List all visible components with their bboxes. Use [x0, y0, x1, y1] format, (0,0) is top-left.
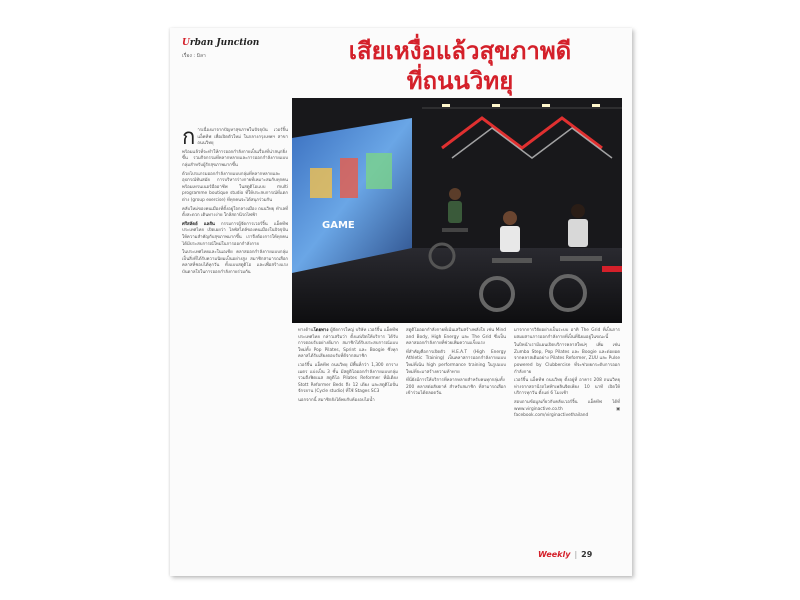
- paragraph: มาจากการวิจัยอย่างเป็นระบบ อาทิ The Grid ที่เป็นการผสมผสานการออกกำลังกายที่เป็นที่นิยมอยู่ในขณะนี้: [514, 328, 620, 340]
- spin-class-illustration: [292, 98, 622, 323]
- paragraph: ด้วยโปรแกรมออกกำลังกายแบบกลุ่มที่หลากหลายและอุปกรณ์ทันสมัย การบริหารร่างกายที่เหมาะสมกับทุกคน พร้อมเทรนเนอร์มืออาชีพ ในสตูดิโอแบบ multi programme boutique studio ที่ให้ประสบการณ์ที่แตกต่าง (group exercise) ที่ทุกคนจะได้สนุกร่วมกัน: [182, 171, 288, 203]
- paragraph: ในปีหน้าเรามีแผนเปิดบริการคลาสใหม่ๆ เพิ่ม เช่น Zumba Step, Pop Pilates และ Boogie และต่อยอดจากคลาสเดิมอย่าง Pilates Reformer, ZUU และ Pulse powered by Clubbercise ที่จะช่วยยกระดับการออกกำลังกาย: [514, 343, 620, 375]
- gym-photo: [292, 98, 622, 323]
- paragraph: [298, 328, 398, 361]
- headline-line-2: ที่ถนนวิทยุ: [406, 67, 514, 95]
- article-column-3: [406, 328, 506, 548]
- screen-game-text: GAME: [322, 220, 355, 231]
- paragraph: เวอร์จิ้น แอ็คทีฟ ถนนวิทยุ ตั้งอยู่ที่ อาคาร 208 ถนนวิทยุ ห่างจากสถานีรถไฟฟ้าเพลินจิตเพียง 10 นาที เปิดให้บริการทุกวัน ตั้งแต่ 6 โมงเช้า: [514, 378, 620, 397]
- paragraph-text: ผู้จัดการใหญ่ บริษัท เวอร์จิ้น แอ็คทีฟ ประเทศไทย กล่าวเสริมว่า ตั้งแต่เปิดให้บริการ ได้รับการตอบรับอย่างดีมาก สมาชิกได้รับประสบการณ์แบบใหม่ทั้ง Pop Pilates, Sprint และ Boogie ซึ่งทุกคลาสได้รับเสียงตอบรับที่ดีจากสมาชิก: [298, 328, 398, 360]
- paragraph: [514, 400, 620, 420]
- magazine-page: [170, 28, 632, 576]
- paragraph: [182, 125, 288, 150]
- page-footer: [538, 550, 592, 559]
- paragraph-lead: ทางด้าน: [298, 328, 314, 333]
- paragraph: ในประเทศไทยและในเอเชีย คลาสออกกำลังกายแบบกลุ่มเป็นสิ่งที่ได้รับความนิยมเป็นอย่างสูง สมาชิกสามารถเลือกคลาสที่ชอบได้ทุกวัน ทั้งแบบสตูดิโอ และเพื่อสร้างแรงบันดาลใจในการออกกำลังกายร่วมกัน: [182, 250, 288, 275]
- headline: [310, 36, 610, 96]
- article-column-4: [514, 328, 620, 543]
- paragraph: [182, 222, 288, 248]
- facebook-icon: ▣: [615, 406, 620, 412]
- paragraph-text: สอบถามข้อมูลเกี่ยวกับคลับเวอร์จิ้น แอ็คทีฟ ได้ที่: [514, 399, 620, 405]
- quoted-name: ศรีสลัดย์ แลสัน: [182, 221, 215, 227]
- magazine-brand: Weekly: [538, 550, 571, 559]
- paragraph: พร้อมแล้วที่จะทำให้การออกกำลังกายเป็นเรื่องที่น่าสนุกยิ่งขึ้น รวมกิจกรรมที่หลากหลายและการออกกำลังกายแบบกลุ่มสำหรับผู้รักสุขภาพมากขึ้น: [182, 149, 288, 168]
- paragraph: คลับใหม่ของคนเมืองที่ตั้งอยู่ใจกลางเมือง ถนนวิทยุ ทำเลที่ตั้งสะดวก เดินทางง่าย ใกล้สถานีรถไฟฟ้า: [182, 206, 288, 219]
- footer-divider: |: [574, 550, 578, 559]
- paragraph: สตูดิโอออกกำลังกายที่เน้นเสริมสร้างพลังใจ เช่น Mind and Body, High Energy และ The Grid ซึ่งเป็นคลาสออกกำลังกายที่ช่วยเพิ่มความแข็งแรง: [406, 328, 506, 347]
- page-number: 29: [581, 550, 593, 559]
- facebook-link[interactable]: facebook.com/virginactivethailand: [514, 413, 589, 419]
- paragraph: ที่นี่ยังมีการให้บริการที่หลากหลายสำหรับคนทุกกลุ่มทั้ง 200 คลาสต่อสัปดาห์ สำหรับสมาชิก ที่สามารถเลือกเข้าร่วมได้ตลอดวัน: [406, 378, 506, 397]
- article-column-1: [182, 125, 288, 548]
- article-column-2: [298, 328, 398, 548]
- headline-line-1: เสียเหงื่อแล้วสุขภาพดี: [348, 37, 572, 65]
- quoted-name: โดยทาง: [313, 328, 329, 333]
- section-title-initial: U: [182, 38, 190, 48]
- decorative-watermark-text: [186, 70, 199, 110]
- section-title-label: rban Junction: [189, 38, 260, 48]
- drop-cap: ก: [182, 125, 196, 150]
- byline: เรื่อง : มิลา: [182, 53, 206, 59]
- paragraph-text: กรรมการผู้จัดการเวอร์จิ้น แอ็คทีฟ ประเทศไทย เปิดเผยว่า ไลฟ์สไตล์ของคนเมืองในปัจจุบันให้ความสำคัญกับสุขภาพมากขึ้น เราจึงต้องการให้ทุกคนได้มีประสบการณ์ใหม่ในการออกกำลังกาย: [182, 221, 288, 247]
- website-link[interactable]: www.virginactive.co.th: [514, 406, 563, 412]
- paragraph-text: ารเนื่องมาจากปัญหาสุขภาพในปัจจุบัน เวอร์จิ้น แอ็คทีฟ เพื่อเปิดตัวใหม่ ในกลางกรุงเทพฯ สาขาถนนวิทยุ: [197, 128, 288, 147]
- section-title: [182, 38, 259, 48]
- paragraph: นอกจากนี้ สมาชิกยังได้พบกับห้องอบไอน้ำ: [298, 397, 375, 403]
- paragraph: ที่สำคัญคือการเปิดตัว H.E.A.T (High Energy Athletic Training) เป็นคลาสการออกกำลังกายแบบใหม่ที่เน้น high performance training ในรูปแบบใหม่ที่จะมาสร้างความท้าทาย: [406, 349, 506, 375]
- paragraph: เวอร์จิ้น แอ็คทีฟ ถนนวิทยุ มีพื้นที่กว่า 1,300 ตารางเมตร แบ่งเป็น 3 ชั้น มีสตูดิโอออกกำลังกายแบบกลุ่ม รวมถึงฟิตเนส สตูดิโอ Pilates Reformer ที่มีเตียง Stott Reformer Beds ถึง 12 เตียง และสตูดิโอปั่นจักรยาน (Cycle studio) ที่ใช้ Stages SC3: [298, 362, 398, 395]
